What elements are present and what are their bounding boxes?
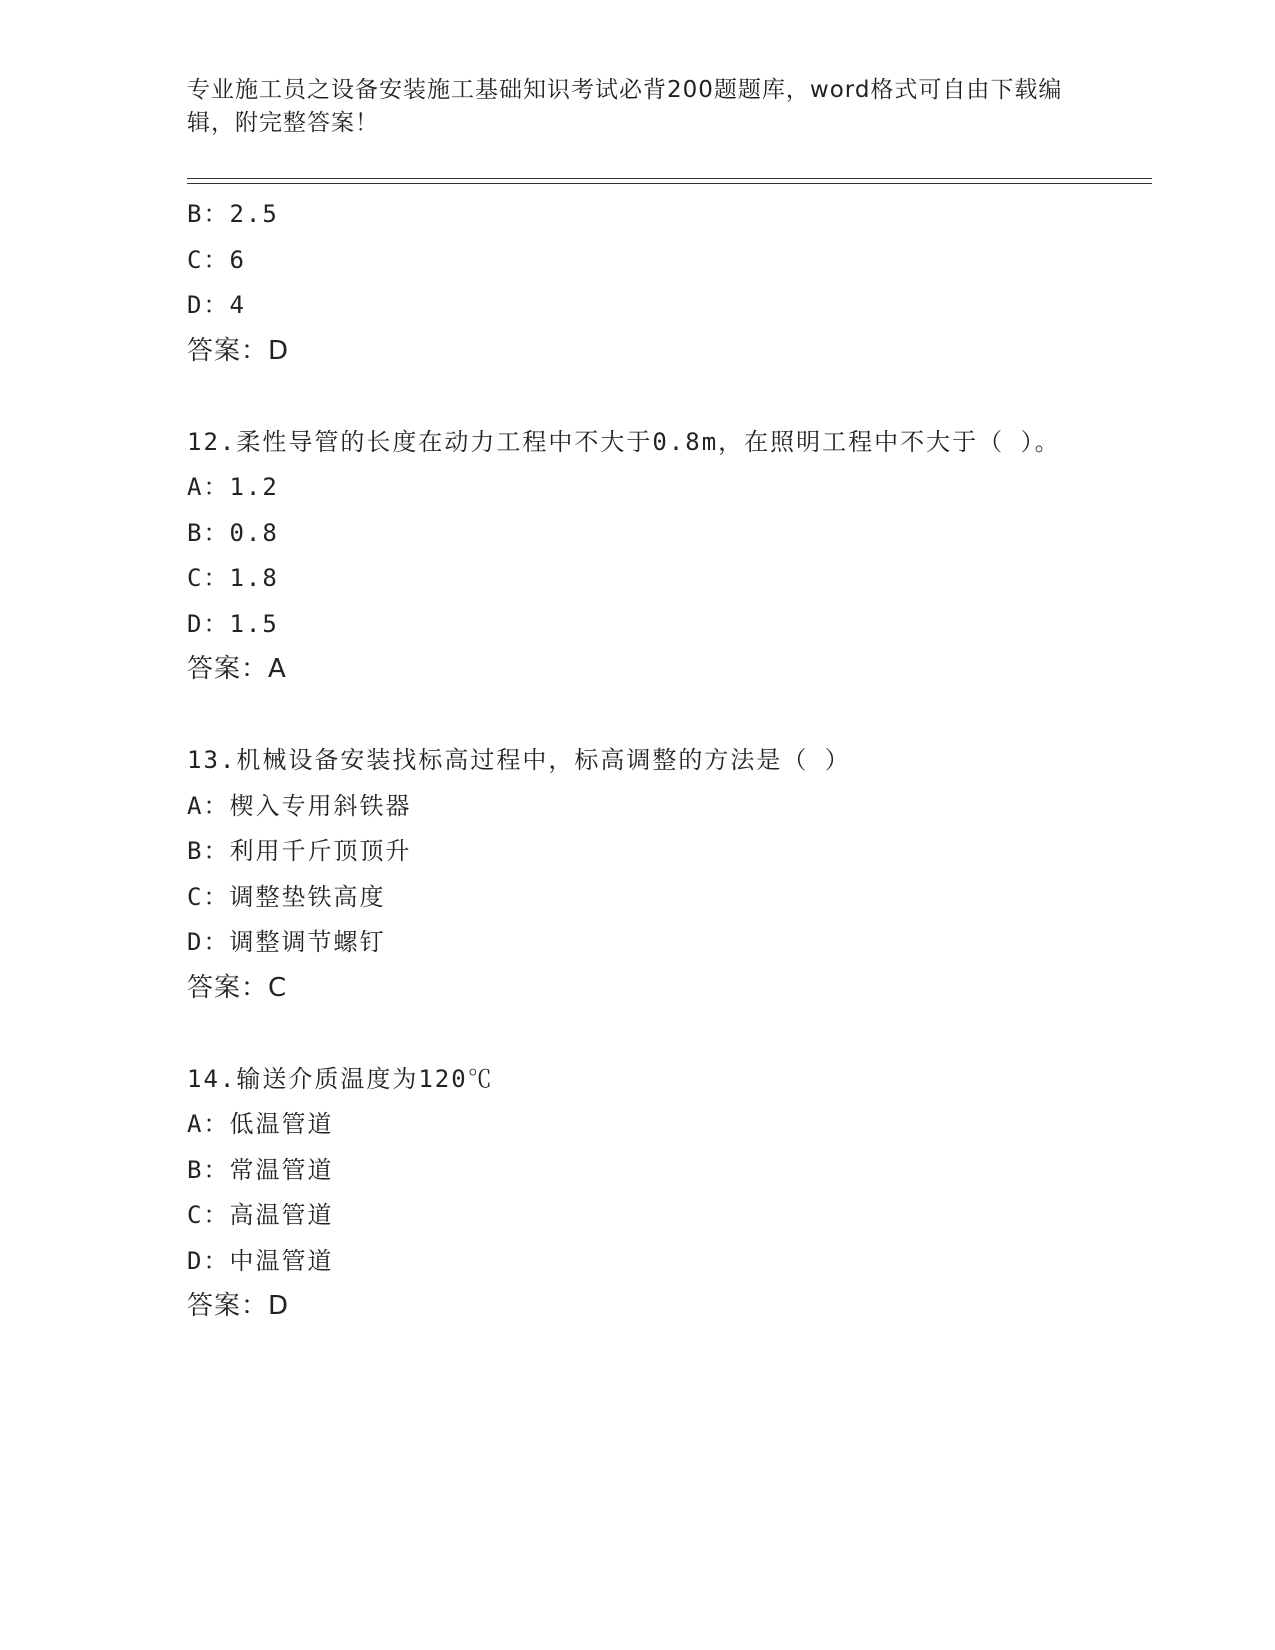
option-b: B：0.8 bbox=[187, 518, 279, 547]
answer-line: 答案：D bbox=[187, 335, 290, 366]
question-text: 14.输送介质温度为120℃ bbox=[187, 1064, 494, 1093]
option-c: C：高温管道 bbox=[187, 1201, 334, 1229]
answer-line: 答案：C bbox=[187, 972, 288, 1003]
option-a: A：低温管道 bbox=[187, 1110, 334, 1138]
question-text: 13.机械设备安装找标高过程中，标高调整的方法是（ ） bbox=[187, 746, 851, 774]
option-d: D：1.5 bbox=[187, 609, 279, 638]
document-header bbox=[187, 74, 1087, 140]
option-b: B：利用千斤顶顶升 bbox=[187, 837, 412, 865]
question-partial bbox=[187, 192, 1087, 374]
option-d: D：中温管道 bbox=[187, 1246, 334, 1275]
option-b: B：常温管道 bbox=[187, 1155, 334, 1184]
question-list bbox=[187, 192, 1087, 1330]
answer-line: 答案：D bbox=[187, 1291, 290, 1321]
question-13 bbox=[187, 738, 1087, 1011]
spacer bbox=[187, 693, 1087, 739]
spacer bbox=[187, 374, 1087, 420]
header-title: 专业施工员之设备安装施工基础知识考试必背200题题库，word格式可自由下载编辑，附完整答案！ bbox=[187, 77, 1063, 136]
option-d: D：调整调节螺钉 bbox=[187, 928, 386, 956]
answer-line: 答案：A bbox=[187, 654, 287, 684]
option-c: C：调整垫铁高度 bbox=[187, 882, 386, 911]
header-divider bbox=[187, 178, 1152, 179]
option-d: D：4 bbox=[187, 291, 246, 319]
option-c: C：6 bbox=[187, 245, 246, 274]
question-14 bbox=[187, 1057, 1087, 1330]
option-c: C：1.8 bbox=[187, 564, 279, 592]
option-b: B：2.5 bbox=[187, 200, 279, 228]
spacer bbox=[187, 1011, 1087, 1057]
question-text: 12.柔性导管的长度在动力工程中不大于0.8m，在照明工程中不大于（ ）。 bbox=[187, 427, 1061, 456]
header-divider-secondary bbox=[187, 183, 1152, 184]
question-12 bbox=[187, 420, 1087, 693]
option-a: A：楔入专用斜铁器 bbox=[187, 791, 412, 820]
option-a: A：1.2 bbox=[187, 473, 279, 501]
